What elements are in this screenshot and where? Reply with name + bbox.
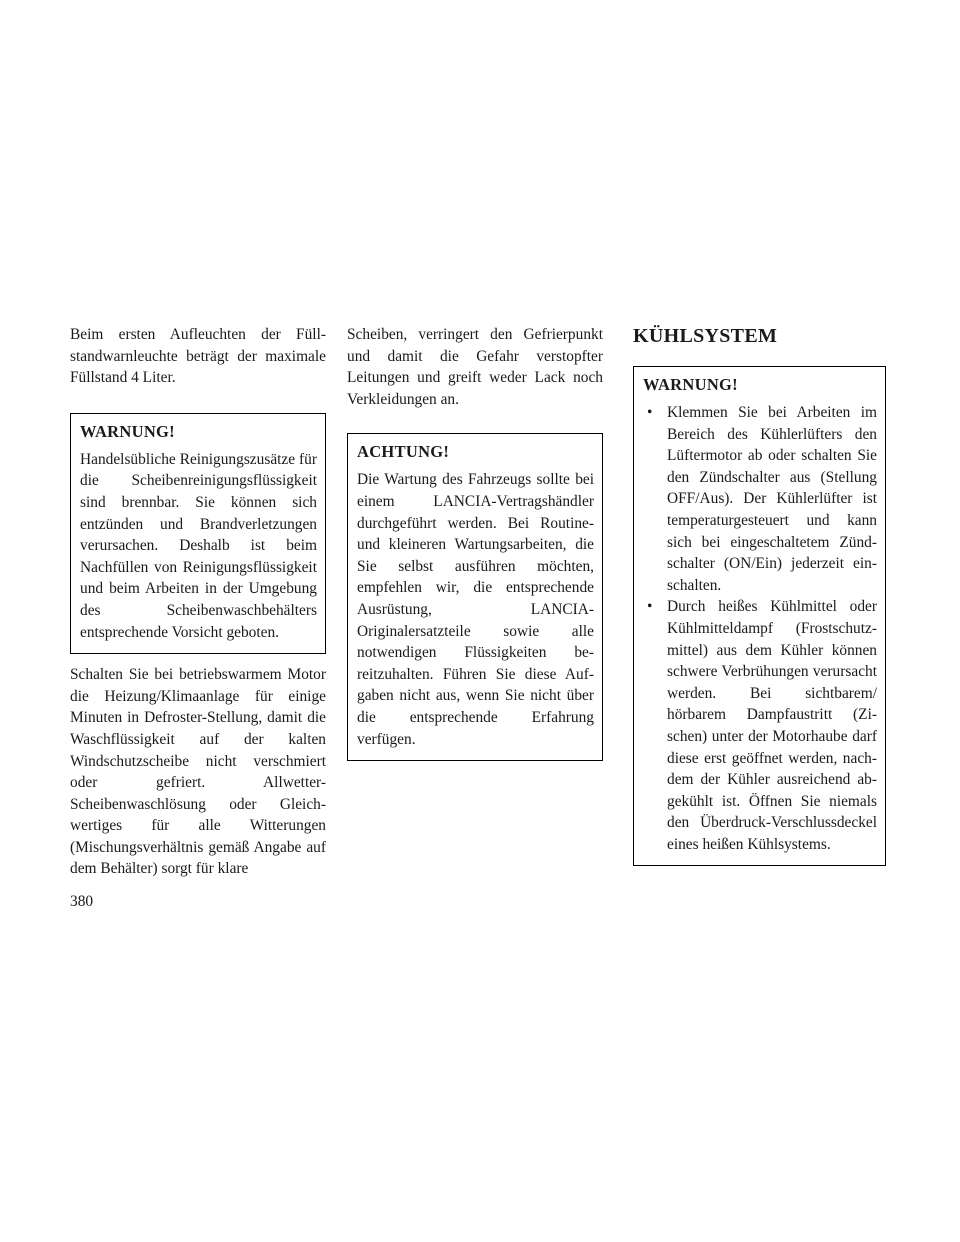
service-caution-box	[347, 433, 603, 761]
defroster-paragraph: Schalten Sie bei betriebswarmem Motor die Heizung/Klimaanlage für einige Minuten in Defroster-Stellung, damit die Waschflüssigkeit auf der kalten Windschutzscheibe nicht verschmiert oder gefriert. Allwetter-Scheibenwaschlösung oder Gleichwertiges für alle Witterungen (Mischungsverhältnis gemäß Angabe auf dem Behälter) sorgt für klare	[70, 666, 326, 878]
caution-text: Die Wartung des Fahrzeugs sollte bei einem LANCIA-Vertragshändler durchgeführt werden. Bei Routine- und kleineren Wartungsarbeiten, die Sie selbst ausführen möchten, empfehlen wir, die entsprechende Ausrüstung, LANCIA-Originalersatzteile sowie alle notwendigen Flüssigkeiten bereitzuhalten. Führen Sie diese Aufgaben nicht aus, wenn Sie nicht über die entsprechende Erfahrung verfügen.	[357, 471, 594, 748]
column-middle	[347, 324, 603, 761]
page-number: 380	[70, 893, 94, 910]
list-item	[643, 596, 877, 855]
list-item-text: Klemmen Sie bei Arbeiten im Bereich des Kühlerlüfters den Lüftermotor ab oder schalten Sie den Zündschalter aus (Stellung OFF/Aus). Der Kühlerlüfter ist temperaturgesteuert und kann sich bei eingeschaltetem Zündschalter (ON/Ein) jederzeit einschalten.	[667, 404, 877, 594]
cooling-warning-title: WARNUNG!	[643, 375, 738, 394]
intro-paragraph: Beim ersten Aufleuchten der Füllstandwarnleuchte beträgt der maximale Füllstand 4 Liter.	[70, 326, 326, 387]
list-item	[643, 402, 877, 596]
bullet-icon: •	[647, 598, 653, 616]
cooling-warning-list	[643, 402, 877, 855]
warning-title: WARNUNG!	[80, 421, 175, 441]
section-title: KÜHLSYSTEM	[633, 325, 778, 347]
fluid-warning-box	[70, 413, 326, 654]
cooling-warning-box	[633, 366, 886, 866]
list-item-text: Durch heißes Kühlmittel oder Kühlmitteldampf (Frostschutzmittel) aus dem Kühler können schwere Verbrühungen verursacht werden. Bei sichtbarem/ hörbarem Dampfaustritt (Zischen) unter der Motorhaube darf diese erst geöffnet werden, nachdem der Kühler ausreichend abgekühlt ist. Öffnen Sie niemals den Überdruck-Verschlussdeckel eines heißen Kühlsystems.	[667, 598, 877, 853]
warning-text: Handelsübliche Reinigungszusätze für die Scheibenreinigungsflüssigkeit sind brennbar. Sie können sich entzünden und Brandverletzungen verursachen. Deshalb ist beim Nachfüllen von Reinigungsflüssigkeit und beim Arbeiten in der Umgebung des Scheibenwaschbehälters entsprechende Vorsicht geboten.	[80, 450, 317, 641]
column-right	[633, 324, 886, 866]
caution-title: ACHTUNG!	[357, 442, 450, 462]
bullet-icon: •	[647, 404, 653, 421]
continuation-paragraph: Scheiben, verringert den Gefrierpunkt und damit die Gefahr verstopfter Leitungen und greift weder Lack noch Verkleidungen an.	[347, 326, 603, 408]
column-left	[70, 324, 326, 880]
